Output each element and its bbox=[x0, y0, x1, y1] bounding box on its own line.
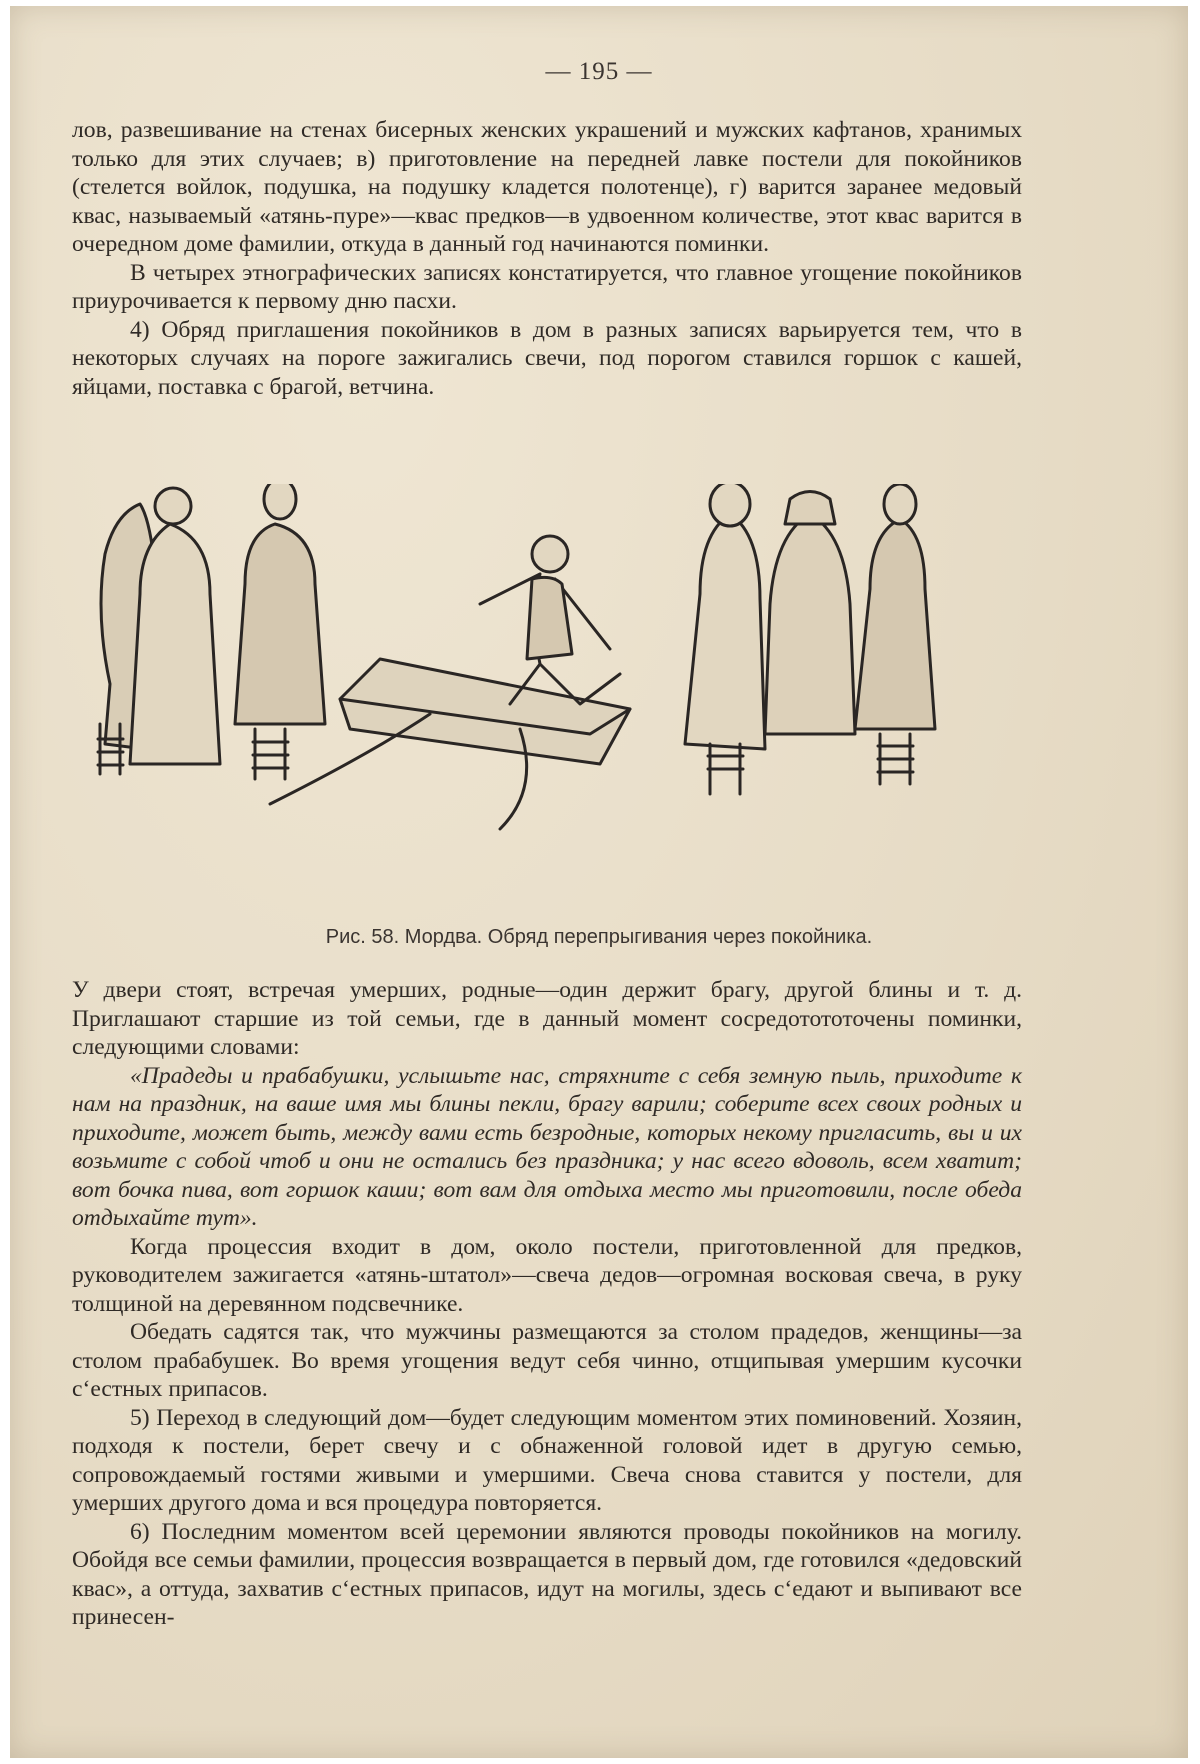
top-text bbox=[72, 116, 1022, 401]
ritual-drawing bbox=[70, 484, 1010, 904]
page-number: — 195 — bbox=[545, 58, 653, 85]
paragraph-2: В четырех этнографических записях констатируется, что главное угощение покойников приурочивается к первому дню пасхи. bbox=[72, 259, 1022, 314]
paragraph-7: 5) Переход в следующий дом—будет следующим моментом этих поминовений. Хозяин, подходя к постели, берет свечу и с обнаженной головой идет в другую семью, сопровождаемый гостями живыми и умершими. Свеча снова ставится у постели, для умерших другого дома и вся процедура повторяется. bbox=[72, 1404, 1022, 1516]
figure-caption: Рис. 58. Мордва. Обряд перепрыгивания через покойника. bbox=[325, 926, 873, 948]
paragraph-3: 4) Обряд приглашения покойников в дом в разных записях варьируется тем, что в некоторых случаях на пороге зажигались свечи, под порогом ставился горшок с кашей, яйцами, поставка с брагой, ветчина. bbox=[72, 316, 1022, 400]
quote-paragraph: «Прадеды и прабабушки, услышьте нас, стряхните с себя земную пыль, приходите к нам на праздник, на ваше имя мы блины пекли, брагу варили; соберите всех своих родных и приходите, может быть, между вами есть безродные, которых некому пригласить, вы и их возьмите с собой чтоб и они не остались без праздника; у нас всего вдоволь, всем хватит; вот бочка пива, вот горшок каши; вот вам для отдыха место мы приготовили, после обеда отдыхайте тут». bbox=[72, 1062, 1022, 1231]
left-figures bbox=[98, 484, 325, 779]
bottom-text bbox=[72, 976, 1022, 1632]
coffin bbox=[270, 659, 630, 829]
paragraph-1: лов, развешивание на стенах бисерных женских украшений и мужских кафтанов, хранимых только для этих случаев; в) приготовление на передней лавке постели для покойников (стелется войлок, подушка, на подушку кладется полотенце), г) варится заранее медовый квас, называемый «атянь-пуре»—квас предков—в удвоенном количестве, этот квас варится в очередном доме фамилии, откуда в данный год начинаются поминки. bbox=[72, 117, 1022, 257]
paragraph-8: 6) Последним моментом всей церемонии являются проводы покойников на могилу. Обойдя все семьи фамилии, процессия возвращается в первый дом, где готовился «дедовский квас», а оттуда, захватив сʻестных припасов, идут на могилы, здесь сʻедают и выпивают все принесен- bbox=[72, 1518, 1022, 1630]
paragraph-6: Обедать садятся так, что мужчины размещаются за столом прадедов, женщины—за столом прабабушек. Во время угощения ведут себя чинно, отщипывая умершим кусочки сʻестных припасов. bbox=[72, 1319, 1022, 1402]
figure-58-illustration bbox=[70, 484, 1010, 904]
jumping-figure bbox=[480, 536, 620, 704]
right-figures bbox=[685, 484, 935, 794]
paragraph-4: У двери стоят, встречая умерших, родные—один держит брагу, другой блины и т. д. Приглашают старшие из той семьи, где в данный момент сосредотототочены поминки, следующими словами: bbox=[72, 977, 1022, 1060]
paragraph-5: Когда процессия входит в дом, около постели, приготовленной для предков, руководителем зажигается «атянь-штатол»—свеча дедов—огромная восковая свеча, в руку толщиной на деревянном подсвечнике. bbox=[72, 1233, 1022, 1317]
book-page bbox=[10, 6, 1188, 1758]
